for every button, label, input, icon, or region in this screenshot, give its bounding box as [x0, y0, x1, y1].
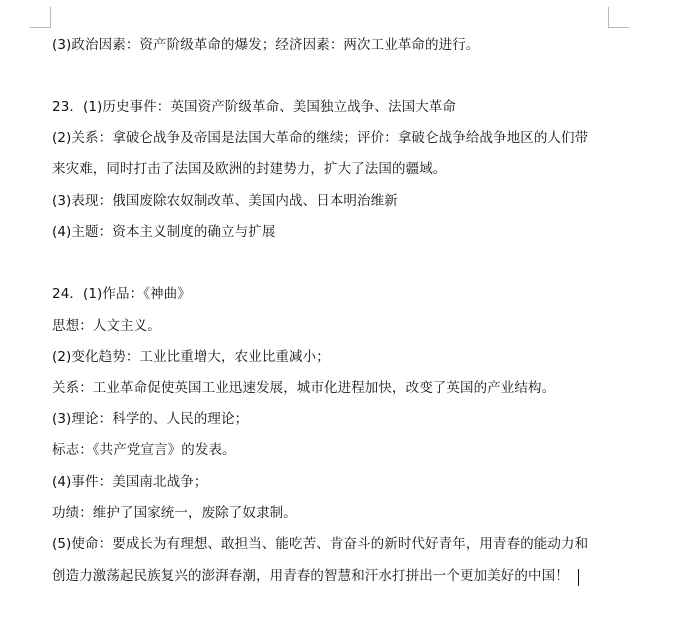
page-corner-mark-left: [30, 7, 51, 28]
text-line-q23-2-cont: 来灾难，同时打击了法国及欧洲的封建势力，扩大了法国的疆域。: [52, 161, 447, 177]
text-line-q23-1: 23．(1)历史事件：英国资产阶级革命、美国独立战争、法国大革命: [52, 99, 456, 115]
text-line-q24-2-relation: 关系：工业革命促使英国工业迅速发展，城市化进程加快，改变了英国的产业结构。: [52, 380, 556, 396]
text-line-q22-3: (3)政治因素：资产阶级革命的爆发；经济因素：两次工业革命的进行。: [52, 37, 480, 53]
page-corner-mark-right: [608, 7, 629, 28]
text-line-q24-4: (4)事件：美国南北战争；: [52, 474, 208, 490]
text-line-q23-2: (2)关系：拿破仑战争及帝国是法国大革命的继续；评价：拿破仑战争给战争地区的人们带: [52, 130, 589, 146]
text-line-q24-3: (3)理论：科学的、人民的理论；: [52, 411, 249, 427]
text-line-q24-2: (2)变化趋势：工业比重增大，农业比重减小；: [52, 349, 330, 365]
text-line-q23-4: (4)主题：资本主义制度的确立与扩展: [52, 224, 276, 240]
text-line-q24-1: 24．(1)作品：《神曲》: [52, 286, 191, 302]
text-line-q24-3-sign: 标志：《共产党宣言》的发表。: [52, 442, 236, 458]
text-cursor: [578, 569, 579, 586]
text-line-q24-4-merit: 功绩：维护了国家统一，废除了奴隶制。: [52, 505, 297, 521]
text-line-q24-5: (5)使命：要成长为有理想、敢担当、能吃苦、肯奋斗的新时代好青年，用青春的能动力和: [52, 536, 589, 552]
text-line-q24-5-cont: 创造力激荡起民族复兴的澎湃春潮，用青春的智慧和汗水打拼出一个更加美好的中国！: [52, 568, 569, 584]
text-line-q24-1-thought: 思想：人文主义。: [52, 318, 161, 334]
text-line-q23-3: (3)表现：俄国废除农奴制改革、美国内战、日本明治维新: [52, 193, 398, 209]
